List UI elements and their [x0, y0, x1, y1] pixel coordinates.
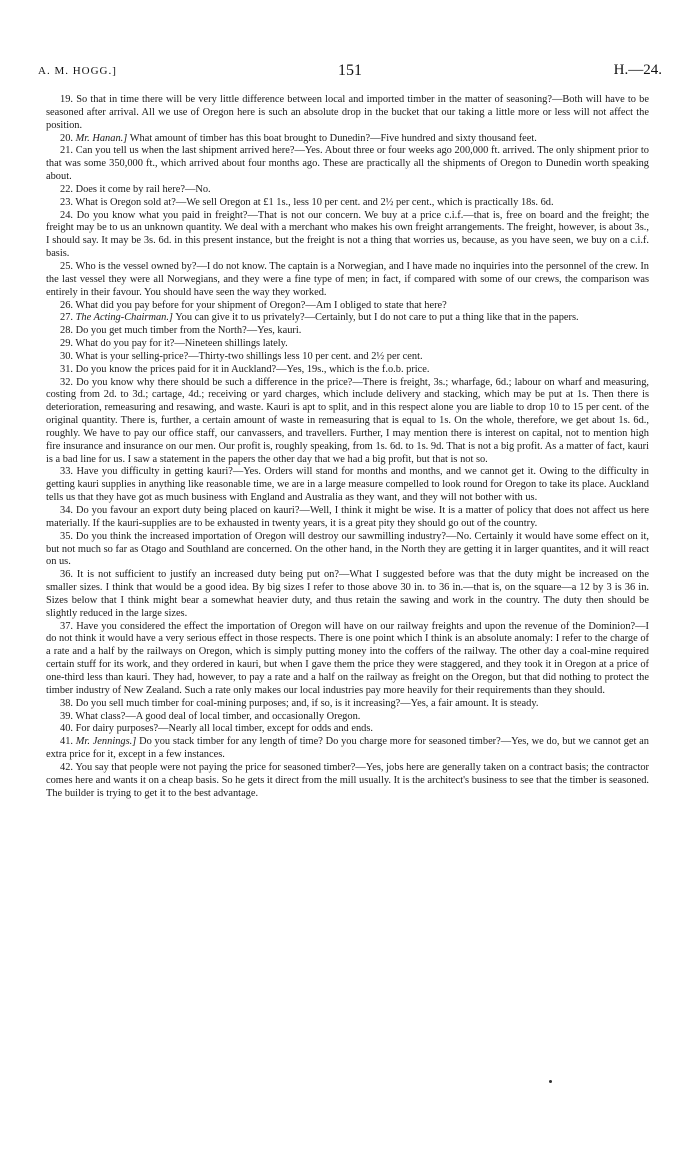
question-text: So that in time there will be very little difference between local and imported timber in the matter of seasoning?—Both will have to be seasoned after arrival. All we use of Oregon here is such an absolute drop in the bucket that our taking a little more or less will not affect the position. [46, 94, 649, 131]
speaker-name: The Acting-Chairman.] [75, 312, 173, 324]
question-number: 25. [60, 260, 73, 272]
question-number: 22. [60, 183, 73, 195]
question-text: Do you sell much timber for coal-mining purposes; and, if so, is it increasing?—Yes, a fair amount. It is steady. [75, 697, 539, 709]
question-paragraph [46, 723, 649, 736]
question-text: Do you know what you paid in freight?—That is not our concern. We buy at a price c.i.f.—that is, free on board and the freight; the freight may be to us an unknown quantity. We deal with a merchant who makes his own freight arrangements. The freight, however, is about 3s., I should say. It may be 3s. 6d. in this present instance, but the freight is not a thing that worries us, because, as you have seen, we buy on a c.i.f. basis. [46, 209, 649, 260]
question-paragraph [46, 338, 649, 351]
header-witness: A. M. HOGG.] [38, 65, 117, 77]
question-paragraph [46, 364, 649, 377]
question-number: 40. [60, 723, 73, 735]
question-paragraph [46, 466, 649, 505]
question-text: Have you considered the effect the importation of Oregon will have on our railway freights and upon the revenue of the Dominion?—I do not think it would have a very serious effect in those respects. There is one point which I think is an absolute anomaly: I refer to the charge of a rate and a half by the railways on Oregon, which is simply putting money into the coffers of the railway. The other day a coal-mine required certain stuff for its work, and they ordered in kauri, but when I gave them the price they were staggered, and they took it in Oregon at a price of one-third less than kauri. They had, however, to pay a rate and a half on the railway as freight on the Oregon, but that did nothing to protect the timber industry of New Zealand. Such a rate only makes our local industries pay more heavily for their requirements than they should. [46, 620, 649, 696]
question-number: 38. [60, 697, 73, 709]
question-paragraph [46, 698, 649, 711]
question-text: You say that people were not paying the price for seasoned timber?—Yes, jobs here are generally taken on a contract basis; the contractor comes here and wants it on a cheap basis. So he gets it direct from the mill usually. It is the architect's business to see that the timber is seasoned. The builder is trying to get it to the best advantage. [46, 761, 649, 799]
question-text: Do you get much timber from the North?—Yes, kauri. [75, 325, 302, 337]
question-number: 27. [60, 312, 73, 324]
question-paragraph [46, 210, 649, 261]
question-text: Have you difficulty in getting kauri?—Yes. Orders will stand for months and months, and we cannot get it. Owing to the difficulty in getting kauri supplies in anything like reasonable time, we are in a large measure compelled to look round for Oregon to take its place. Auckland tells us that they have got as much business with England and Australia as they want, and they will not bother with us. [46, 466, 649, 504]
question-number: 41. [60, 736, 73, 748]
question-paragraph [46, 377, 649, 467]
question-paragraph [46, 569, 649, 620]
question-number: 39. [60, 710, 73, 722]
question-text: Who is the vessel owned by?—I do not know. The captain is a Norwegian, and I have made no inquiries into the personnel of the crew. In the last vessel they were all Norwegians, and they were a fine type of men; in fact, if compared with some of our crews, the comparison was entirely in their favour. You should have seen the way they worked. [46, 260, 649, 298]
question-number: 24. [60, 209, 73, 221]
question-number: 23. [60, 196, 73, 208]
question-number: 28. [60, 325, 73, 337]
question-text: You can give it to us privately?—Certainly, but I do not care to put a thing like that in the papers. [175, 312, 579, 324]
question-text: It is not sufficient to justify an increased duty being put on?—What I suggested before was that the duty might be increased on the smaller sizes. I think that would be a good idea. By big sizes I refer to those above 30 in. to 36 in.—that is, on the square—a 12 by 3 is 36 in. Sizes below that I think might bear a somewhat heavier duty, and thus retain the sawing and work in the country. The duty then should be slightly reduced in the large sizes. [46, 569, 649, 619]
question-text: Do you stack timber for any length of time? Do you charge more for seasoned timber?—Yes, we do, but we cannot get an extra price for it, except in a few instances. [46, 736, 649, 761]
question-number: 42. [60, 761, 73, 773]
question-paragraph [46, 184, 649, 197]
question-paragraph [46, 325, 649, 338]
question-paragraph [46, 621, 649, 698]
ink-dot [549, 1080, 552, 1083]
question-paragraph [46, 300, 649, 313]
question-text: What is Oregon sold at?—We sell Oregon at £1 1s., less 10 per cent. and 2½ per cent., which is practically 18s. 6d. [75, 196, 554, 208]
question-paragraph [46, 312, 649, 325]
question-paragraph [46, 762, 649, 801]
question-text: Do you know why there should be such a difference in the price?—There is freight, 3s.; wharfage, 6d.; labour on wharf and measuring, costing from 2d. to 3d.; cartage, 4d.; receiving or yard charges, which include delivery and stacking, which may be put at 1s. Then there is deterioration, remeasuring and resawing, and waste. Kauri is apt to split, and in this respect alone you are liable to drop 10 to 15 per cent. of the original quantity. There is, further, a certain amount of waste in remeasuring that is equal to 1s. On the whole, therefore, we get about 1s. 6d., roughly. We have to pay our office staff, our canvassers, and travellers. Further, I may mention there is interest on capital, not to mention high fire insurance and insurance on our men. Our profit is, roughly speaking, from 1s. 6d. to 1s. 9d. That is not a big profit. As a matter of fact, kauri is a bad line for us. I saw a statement in the papers the other day that we had a big profit, but that is not so. [46, 376, 649, 465]
question-text: What amount of timber has this boat brought to Dunedin?—Five hundred and sixty thousand feet. [129, 132, 537, 144]
question-paragraph [46, 197, 649, 210]
question-number: 21. [60, 145, 73, 157]
question-number: 29. [60, 338, 73, 350]
speaker-name: Mr. Hanan.] [75, 132, 128, 144]
question-paragraph [46, 505, 649, 531]
question-text: Do you think the increased importation of Oregon will destroy our sawmilling industry?—No. Certainly it would have some effect on it, but not much so far as Otago and Southland are concerned. On the other hand, in the North they are getting it in larger quantites, and it will react on us. [46, 530, 649, 568]
question-number: 30. [60, 350, 73, 362]
question-text: Can you tell us when the last shipment arrived here?—Yes. About three or four weeks ago 200,000 ft. arrived. The only shipment prior to that was some 350,000 ft., which arrived about four months ago. These are practically all the shipments of Oregon to Dunedin worth speaking about. [46, 145, 649, 183]
question-paragraph [46, 736, 649, 762]
question-paragraph [46, 711, 649, 724]
question-number: 26. [60, 299, 73, 311]
question-paragraph [46, 351, 649, 364]
document-reference: H.—24. [613, 62, 662, 78]
question-paragraph [46, 94, 649, 133]
question-number: 36. [60, 569, 73, 581]
question-number: 37. [60, 620, 73, 632]
question-number: 34. [60, 505, 73, 516]
question-text: Do you know the prices paid for it in Auckland?—Yes, 19s., which is the f.o.b. price. [75, 363, 430, 375]
question-paragraph [46, 145, 649, 184]
question-number: 31. [60, 363, 73, 375]
question-text: What did you pay before for your shipment of Oregon?—Am I obliged to state that here? [75, 299, 447, 311]
question-text: What do you pay for it?—Nineteen shillings lately. [75, 338, 288, 350]
question-paragraph [46, 133, 649, 146]
question-text: What is your selling-price?—Thirty-two shillings less 10 per cent. and 2½ per cent. [75, 350, 423, 362]
question-number: 20. [60, 132, 73, 144]
speaker-name: Mr. Jennings.] [75, 736, 137, 748]
question-paragraph [46, 261, 649, 300]
question-text: Do you favour an export duty being placed on kauri?—Well, I think it might be wise. It is a matter of policy that does not affect us here materially. If the kauri-supplies are to be exhausted in twenty years, it is a great pity they should go out of the country. [46, 505, 649, 529]
question-number: 35. [60, 530, 73, 542]
question-text: Does it come by rail here?—No. [75, 183, 211, 195]
question-text: For dairy purposes?—Nearly all local timber, except for odds and ends. [75, 723, 373, 735]
question-paragraph [46, 531, 649, 570]
question-text: What class?—A good deal of local timber, and occasionally Oregon. [75, 710, 361, 722]
page-number: 151 [338, 62, 362, 79]
question-number: 32. [60, 376, 73, 388]
document-body [46, 94, 649, 800]
page-header [38, 62, 662, 82]
question-number: 33. [60, 466, 73, 478]
question-number: 19. [60, 94, 73, 105]
